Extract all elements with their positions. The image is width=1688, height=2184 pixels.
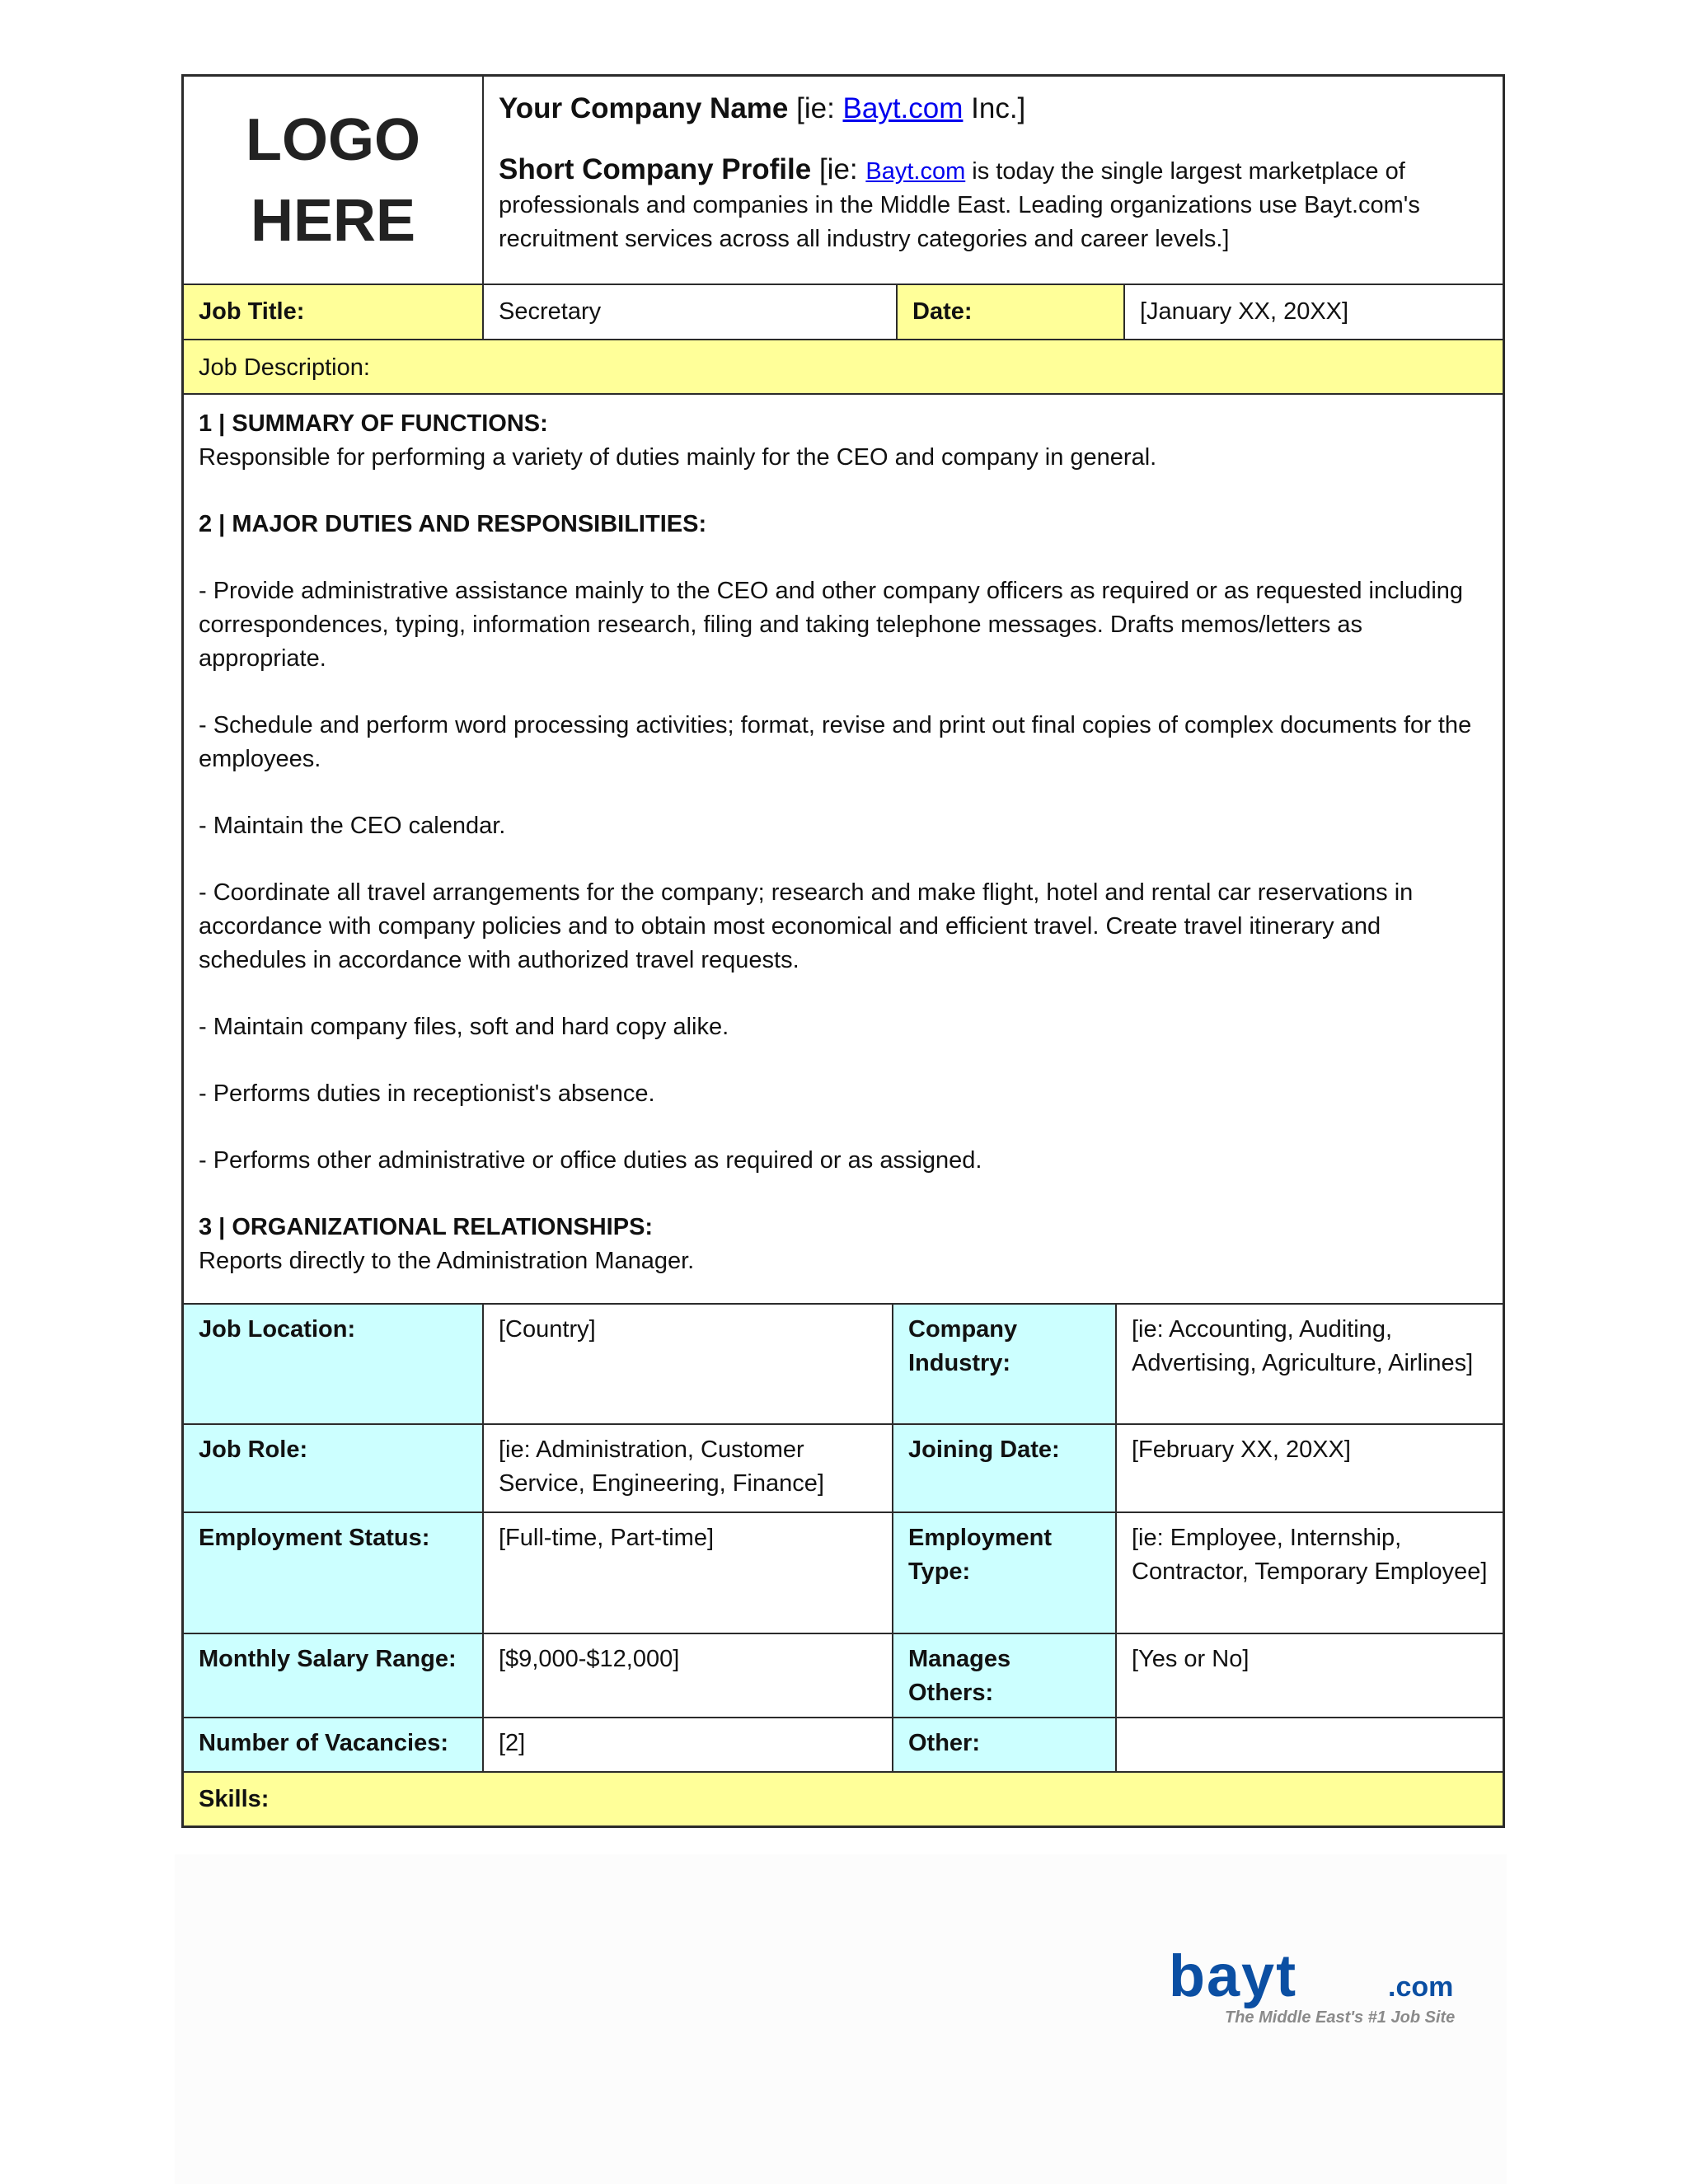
bayt-logo-suffix: .com bbox=[1388, 1971, 1454, 2003]
detail-row bbox=[184, 1305, 1503, 1425]
detail-row bbox=[184, 1634, 1503, 1718]
job-title-value: Secretary bbox=[484, 285, 898, 339]
summary-text: Responsible for performing a variety of duties mainly for the CEO and company in general. bbox=[199, 444, 1157, 471]
detail-label: Employment Status: bbox=[184, 1513, 484, 1633]
company-name-line bbox=[499, 90, 1488, 128]
company-profile bbox=[499, 152, 1488, 256]
job-title-row bbox=[184, 285, 1503, 340]
company-name-suffix: Inc.] bbox=[963, 92, 1026, 124]
header-row bbox=[184, 77, 1503, 285]
detail-value: [ie: Administration, Customer Service, Engineering, Finance] bbox=[484, 1425, 893, 1511]
summary-heading: 1 | SUMMARY OF FUNCTIONS: bbox=[199, 410, 548, 437]
job-description-body bbox=[184, 395, 1503, 1303]
relationships-text: Reports directly to the Administration Manager. bbox=[199, 1248, 695, 1274]
bayt-tagline: The Middle East's #1 Job Site bbox=[1225, 2008, 1456, 2027]
bayt-logo-wordmark: bayt bbox=[1169, 1953, 1298, 2009]
duty-item: - Schedule and perform word processing activities; format, revise and print out final copies of complex documents for the employees. bbox=[199, 712, 1472, 772]
detail-row bbox=[184, 1513, 1503, 1634]
skills-row bbox=[184, 1773, 1503, 1825]
job-description-label: Job Description: bbox=[184, 340, 1503, 393]
logo-line-1: LOGO bbox=[246, 106, 420, 173]
detail-label: Job Location: bbox=[184, 1305, 484, 1423]
logo-placeholder bbox=[184, 77, 484, 284]
company-name-label: Your Company Name bbox=[499, 92, 789, 124]
duty-item: - Provide administrative assistance mainly to the CEO and other company officers as required or as requested including correspondences, typing, information research, filing and taking telephone messages. Drafts memos/letters as appropriate. bbox=[199, 578, 1464, 672]
duty-item: - Performs duties in receptionist's absence. bbox=[199, 1080, 655, 1107]
detail-value bbox=[1117, 1718, 1503, 1771]
detail-value: [ie: Accounting, Auditing, Advertising, Agriculture, Airlines] bbox=[1132, 1316, 1474, 1376]
duty-item: - Performs other administrative or office duties as required or as assigned. bbox=[199, 1147, 982, 1174]
detail-label: Number of Vacancies: bbox=[184, 1718, 484, 1771]
date-value: [January XX, 20XX] bbox=[1140, 298, 1349, 325]
duty-item: - Coordinate all travel arrangements for the company; research and make flight, hotel and rental car reservations in accordance with company policies and to obtain most economical and efficient travel. Create travel itinerary and schedules in accordance with authorized travel requests. bbox=[199, 879, 1414, 973]
detail-label: Manages Others: bbox=[893, 1634, 1117, 1717]
detail-label: Joining Date: bbox=[893, 1425, 1117, 1511]
company-info bbox=[484, 77, 1503, 284]
company-profile-link[interactable]: Bayt.com bbox=[865, 158, 966, 185]
date-label: Date: bbox=[898, 285, 1125, 339]
detail-label: Monthly Salary Range: bbox=[184, 1634, 484, 1717]
company-profile-text: is today the single largest marketplace of professionals and companies in the Middle East. Leading organizations use Bayt.com's recruitment services across all industry categories and career levels.] bbox=[499, 158, 1420, 252]
detail-value: [$9,000-$12,000] bbox=[484, 1634, 893, 1717]
company-name-link[interactable]: Bayt.com bbox=[842, 92, 964, 124]
duty-item: - Maintain company files, soft and hard copy alike. bbox=[199, 1014, 729, 1040]
detail-value: [ie: Employee, Internship, Contractor, Temporary Employee] bbox=[1132, 1525, 1488, 1585]
detail-label: Company Industry: bbox=[893, 1305, 1117, 1423]
skills-label: Skills: bbox=[184, 1773, 1503, 1825]
detail-value: [Country] bbox=[484, 1305, 893, 1423]
detail-value: [Yes or No] bbox=[1132, 1646, 1250, 1672]
duties-heading: 2 | MAJOR DUTIES AND RESPONSIBILITIES: bbox=[199, 511, 707, 537]
detail-value: [Full-time, Part-time] bbox=[484, 1513, 893, 1633]
detail-label: Job Role: bbox=[184, 1425, 484, 1511]
job-description-body-row bbox=[184, 395, 1503, 1305]
logo-line-2: HERE bbox=[250, 187, 416, 254]
duty-item: - Maintain the CEO calendar. bbox=[199, 813, 506, 839]
relationships-heading: 3 | ORGANIZATIONAL RELATIONSHIPS: bbox=[199, 1214, 654, 1240]
company-name-prefix: [ie: bbox=[788, 92, 843, 124]
detail-label: Employment Type: bbox=[893, 1513, 1117, 1633]
job-description-label-row bbox=[184, 340, 1503, 395]
detail-label: Other: bbox=[893, 1718, 1117, 1771]
detail-value: [2] bbox=[484, 1718, 893, 1771]
detail-value: [February XX, 20XX] bbox=[1132, 1436, 1351, 1463]
bayt-logo bbox=[1169, 1953, 1482, 2027]
detail-row bbox=[184, 1425, 1503, 1513]
company-profile-label: Short Company Profile bbox=[499, 153, 812, 185]
detail-row bbox=[184, 1718, 1503, 1773]
company-profile-prefix: [ie: bbox=[811, 153, 866, 185]
job-title-label: Job Title: bbox=[184, 285, 484, 339]
job-description-form bbox=[181, 74, 1505, 1828]
